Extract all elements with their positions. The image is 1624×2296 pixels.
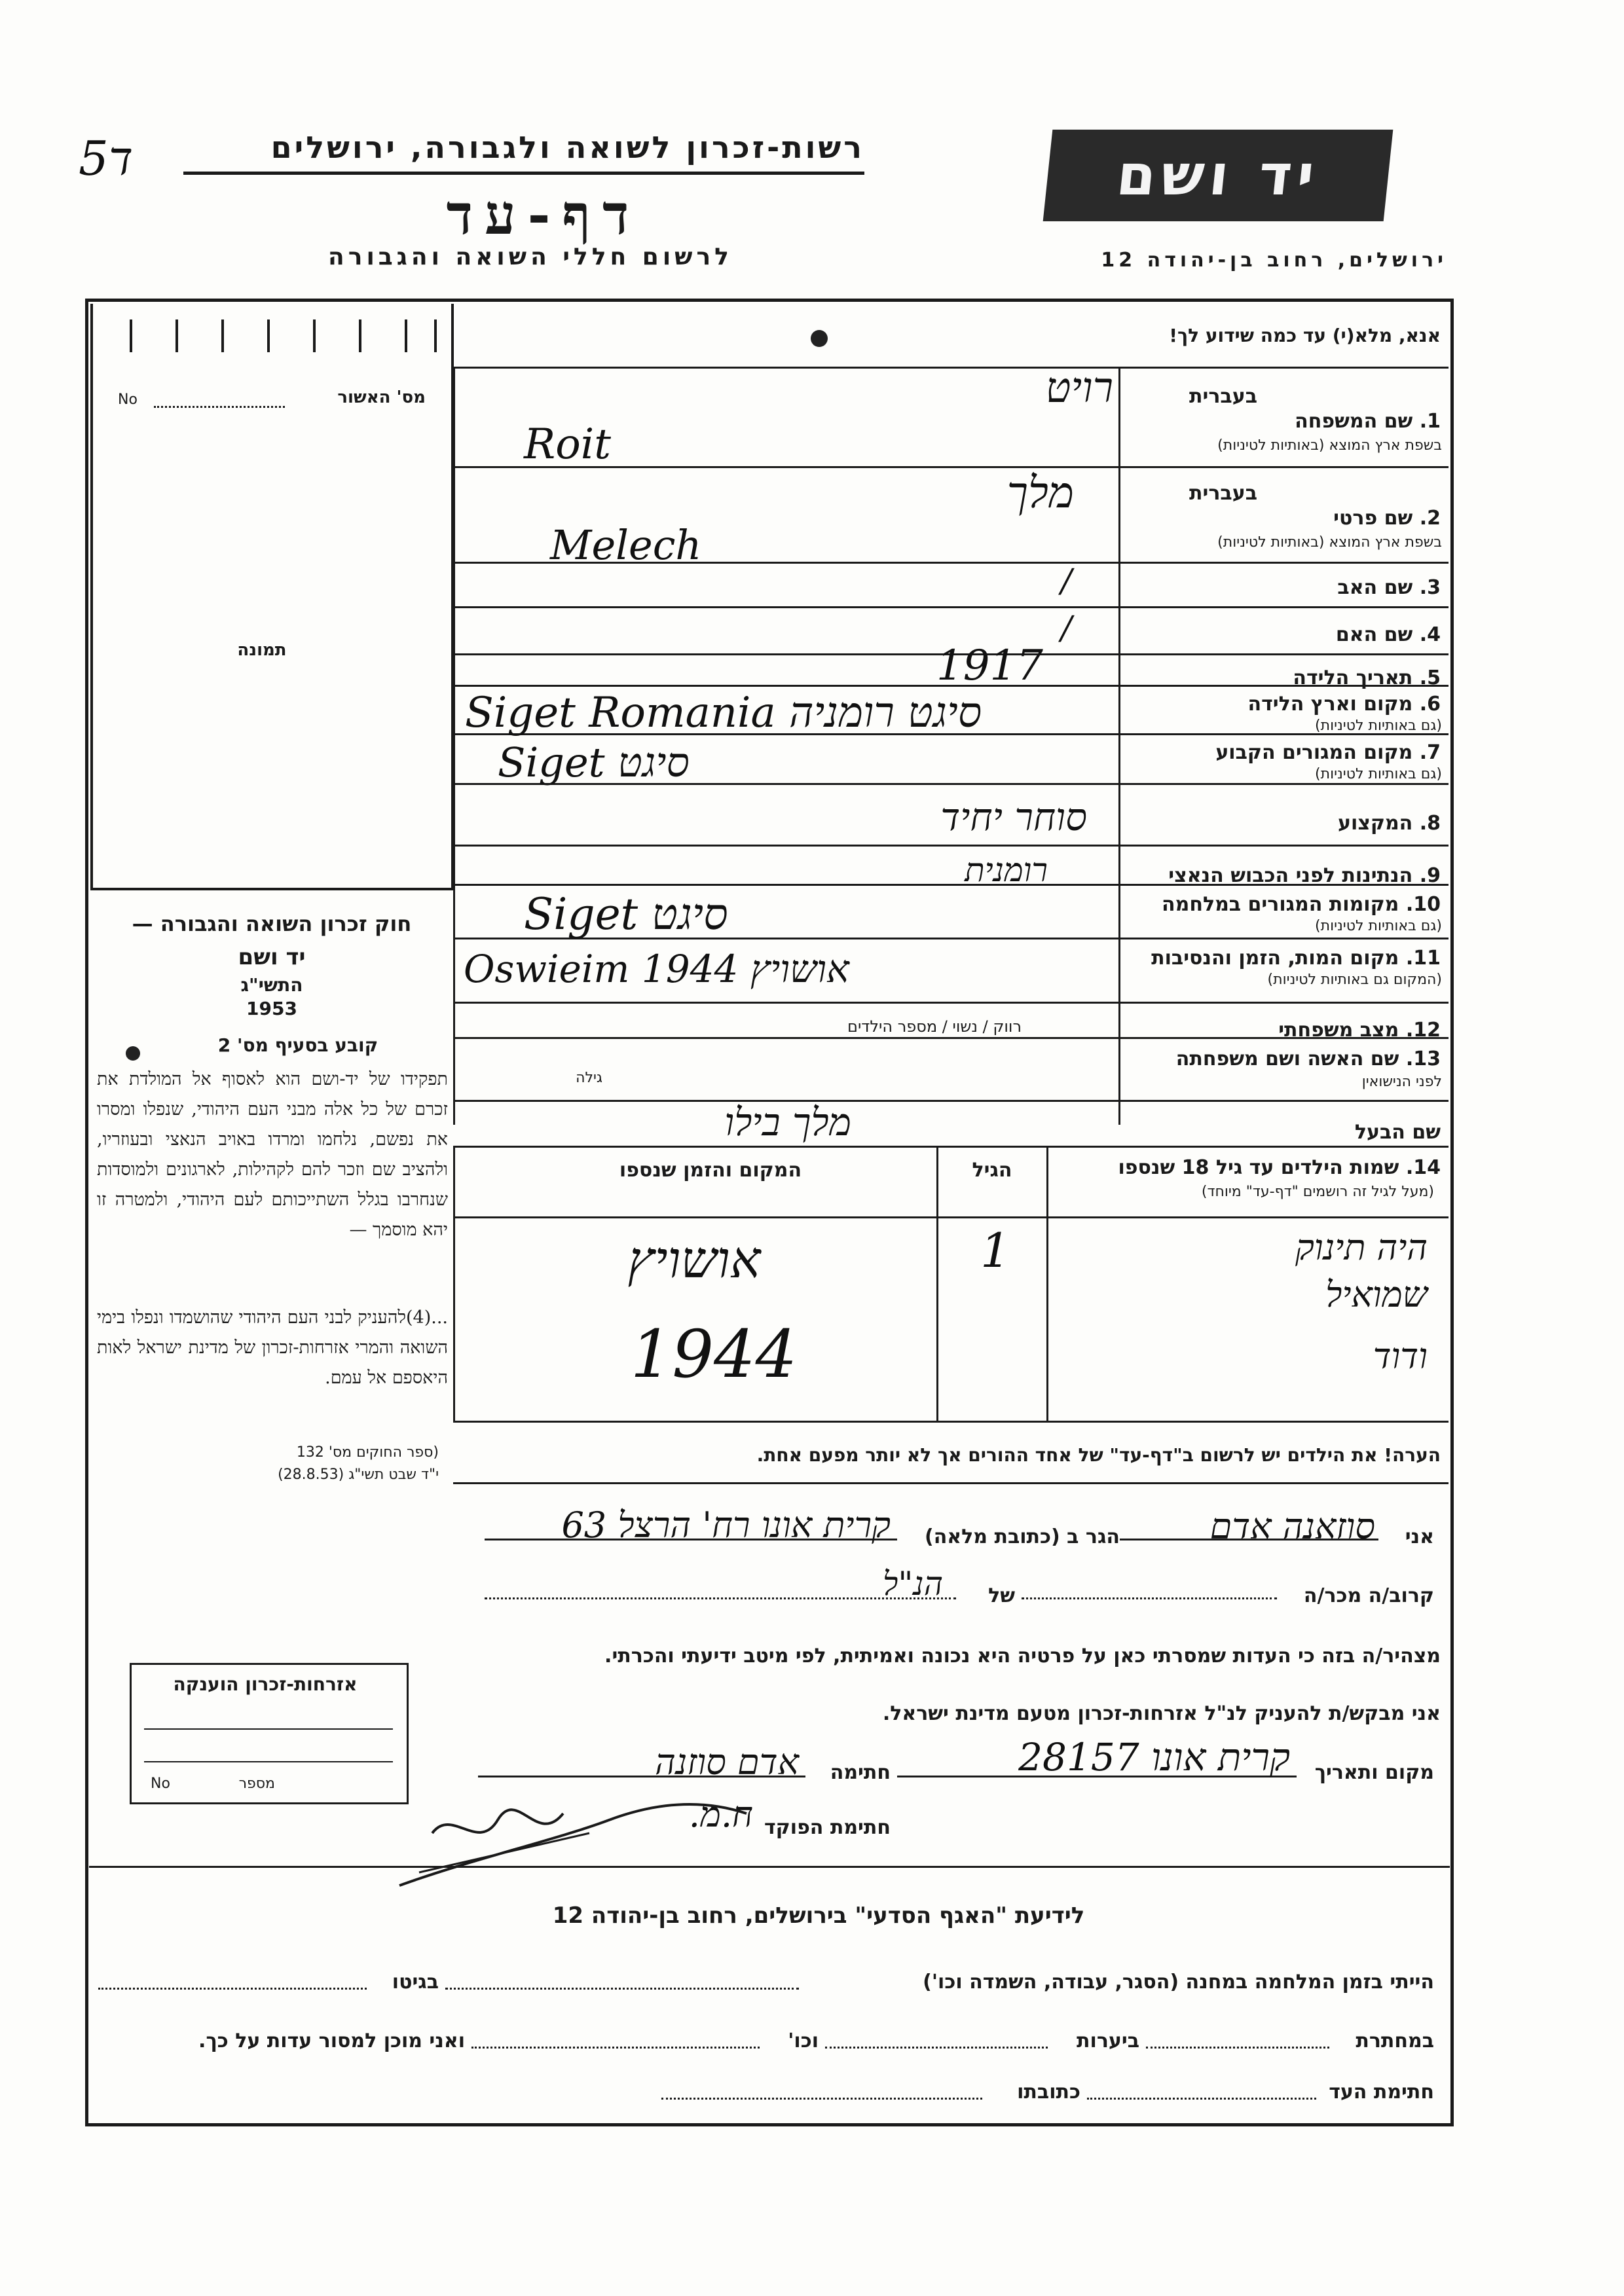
field-label-first-name: 2. שם פרטי bbox=[1333, 507, 1441, 530]
label-column-divider bbox=[1118, 367, 1120, 1125]
header-underline bbox=[183, 172, 864, 175]
children-header-sub: (מעל לגיל זה רושמים "דף-עד" מיוחד) bbox=[1201, 1184, 1434, 1200]
bottom-etc-label: וכו' bbox=[788, 2030, 819, 2052]
value-mother-name: / bbox=[1061, 609, 1072, 647]
citizenship-line-1 bbox=[144, 1728, 393, 1730]
approval-label: מס' האשור bbox=[337, 388, 426, 407]
declarant-i-label: אני bbox=[1405, 1525, 1434, 1548]
value-residence: Siget סיגט bbox=[498, 738, 690, 786]
law-year-hebrew: התשי"ג bbox=[240, 974, 303, 996]
witness-address-line[interactable] bbox=[661, 2098, 982, 2100]
bottom-underground-line[interactable] bbox=[1146, 2047, 1329, 2049]
form-subtitle: לרשום חללי השואה והגבורה bbox=[328, 244, 733, 270]
field-label-residence: 7. מקום המגורים הקבוע bbox=[1215, 741, 1441, 764]
field-row-rule bbox=[453, 845, 1449, 847]
bottom-etc-line[interactable] bbox=[471, 2047, 760, 2049]
field-label-death-place: 11. מקום המות, הזמן והנסיבות bbox=[1151, 947, 1441, 970]
value-marital-status: רווק / נשוי / מספר הילדים bbox=[847, 1017, 1022, 1036]
hebrew-label-1: בעברית bbox=[1189, 385, 1257, 408]
value-column-left-edge bbox=[453, 367, 455, 1125]
children-header-rule bbox=[453, 1216, 1449, 1218]
organization-name: רשות-זכרון לשואה ולגבורה, ירושלים bbox=[270, 130, 864, 165]
field-label-war-residence: 10. מקומות המגורים במלחמה bbox=[1162, 893, 1441, 916]
children-col-place: המקום והזמן שנספו bbox=[619, 1159, 802, 1182]
value-death-place: Oswieim 1944 אושויץ bbox=[464, 947, 849, 991]
child-age: 1 bbox=[980, 1223, 1010, 1278]
law-reference-2: י"ד שבט תשי"ג (28.8.53) bbox=[278, 1467, 439, 1483]
header-address: ירושלים, רחוב בן-יהודה 12 bbox=[1101, 249, 1447, 272]
value-family-name-hebrew: רויט bbox=[1045, 364, 1113, 412]
form-title: דף-עד bbox=[446, 182, 641, 247]
photo-label: תמונה bbox=[237, 640, 287, 660]
bottom-camp-label: הייתי בזמן המלחמה במחנה (הסגר, עבודה, השמדה וכו') bbox=[923, 1971, 1434, 1994]
bottom-section-rule bbox=[89, 1866, 1450, 1868]
witness-address-label: כתובתו bbox=[1017, 2081, 1080, 2104]
signature-label: חתימה bbox=[830, 1761, 891, 1784]
law-reference-1: (ספר החוקים מס' 132 bbox=[296, 1444, 439, 1461]
field-sub-family-name: בשפת ארץ המוצא (באותיות לטיניות) bbox=[1217, 437, 1442, 454]
field-sub-death-place: (המקום גם באותיות לטיניות) bbox=[1267, 972, 1442, 988]
punch-hole-icon bbox=[126, 1046, 140, 1061]
witness-signature-label: חתימת העד bbox=[1329, 2081, 1434, 2104]
child-death-place: אושויץ bbox=[627, 1231, 761, 1290]
value-husband-name: מלך בילו bbox=[724, 1100, 851, 1144]
field-sub-residence: (גם באותיות לטיניות) bbox=[1315, 766, 1442, 782]
citizenship-line-2 bbox=[144, 1761, 393, 1762]
declarant-address-label: הגר ב (כתובת מלאה) bbox=[924, 1525, 1120, 1548]
officer-signature: ח.מ. bbox=[688, 1794, 753, 1835]
children-header: 14. שמות הילדים עד גיל 18 שנספו bbox=[1118, 1156, 1441, 1179]
citizenship-no-label: No bbox=[151, 1776, 170, 1792]
value-birth-date: 1917 bbox=[936, 642, 1043, 690]
hebrew-label-2: בעברית bbox=[1189, 482, 1257, 505]
value-citizenship: רומנית bbox=[965, 851, 1048, 889]
margin-number: 5ד bbox=[79, 131, 133, 186]
note-bottom-rule bbox=[453, 1482, 1449, 1484]
value-first-name-hebrew: מלך bbox=[1006, 467, 1074, 518]
bottom-ghetto-label: בגיטו bbox=[392, 1971, 439, 1994]
field-sub-war-residence: (גם באותיות לטיניות) bbox=[1315, 918, 1442, 934]
children-table-top bbox=[453, 1146, 1449, 1148]
field-label-mother-name: 4. שם האם bbox=[1335, 623, 1441, 646]
law-text-clause-4: ...(4)להעניק לבני העם היהודי שהושמדו ונפלו בימי השואה והמרי אזרחות-זכרון של מדינת ישראל לאות היאספם אל עמם. bbox=[97, 1307, 448, 1388]
officer-signature-scrawl bbox=[393, 1794, 760, 1892]
child-name-3: ודוד bbox=[1373, 1336, 1428, 1377]
witness-signature-line[interactable] bbox=[1087, 2098, 1316, 2100]
field-label-wife-name: 13. שם האשה ושם משפחתה bbox=[1175, 1048, 1441, 1070]
relation-line[interactable] bbox=[1022, 1597, 1277, 1599]
field-label-father-name: 3. שם האב bbox=[1337, 576, 1441, 599]
children-note: הערה! את הילדים יש לרשום ב"דף-עד" של אחד ההורים אך לא יותר מפעם אחת. bbox=[756, 1444, 1441, 1466]
officer-signature-label: חתימת הפוקד bbox=[764, 1816, 891, 1839]
value-family-name-latin: Roit bbox=[524, 420, 611, 469]
value-first-name-latin: Melech bbox=[550, 521, 702, 569]
bottom-testimony-text: ואני מוכן למסור עדות על כך. bbox=[198, 2030, 465, 2052]
child-death-year: 1944 bbox=[630, 1316, 798, 1393]
declarant-name: סוזאנה אדם bbox=[1209, 1506, 1375, 1547]
children-table-left bbox=[453, 1146, 455, 1421]
bottom-forests-label: ביערות bbox=[1077, 2030, 1139, 2052]
field-label-citizenship: 9. הנתינות לפני הכבוש הנאצי bbox=[1168, 864, 1441, 887]
field-sub-wife-name: לפני הנישואין bbox=[1361, 1074, 1442, 1090]
request-text: אני מבקש/ת להעניק לנ"ל אזרחות-זכרון מטעם מדינת ישראל. bbox=[882, 1702, 1441, 1725]
yad-vashem-logo: יד ושם bbox=[1043, 130, 1393, 221]
law-year: 1953 bbox=[246, 998, 297, 1019]
children-col-age: הגיל bbox=[972, 1159, 1012, 1182]
punch-hole-icon bbox=[811, 330, 828, 347]
law-title: חוק זכרון השואה והגבורה — bbox=[132, 911, 412, 936]
relation-label: קרוב/ה מכר/ה bbox=[1303, 1584, 1434, 1607]
bottom-heading: לידיעת "האגף הסדעי" בירושלים, רחוב בן-יהודה 12 bbox=[552, 1903, 1085, 1929]
declaration-text: מצהיר/ה בזה כי העדות שמסרתי כאן על פרטיה היא נכונה ואמיתית, לפי מיטב ידיעתי והכרתי. bbox=[604, 1645, 1441, 1667]
bottom-underground-label: במחתרת bbox=[1356, 2030, 1434, 2052]
declarant-signature: אדם סוזנה bbox=[655, 1741, 799, 1783]
children-col-divider-2 bbox=[1046, 1146, 1048, 1421]
law-text: תפקידו של יד-ושם הוא לאסוף אל המולדת את זכרם של כל אלה מבני העם היהודי, שנפלו ומסרו את נפשם, נלחמו ומרדו באויב הנאצי ובעוזריו, ולהציב שם וזכר להם לקהילות, לארגונים ולמוסדות שנחרבו בגלל השתייכותם לעם היהודי, ולמטרה זו יהא מוסמך — bbox=[97, 1069, 448, 1240]
declarant-address: קרית אונו רח' הרצל 63 bbox=[561, 1504, 891, 1546]
field-label-profession: 8. המקצוע bbox=[1337, 812, 1441, 835]
value-profession: סוחר יחיד bbox=[940, 795, 1087, 839]
value-father-name: / bbox=[1061, 562, 1072, 600]
value-war-residence: Siget סיגט bbox=[524, 889, 728, 939]
approval-no-label: No bbox=[118, 392, 138, 408]
field-label-husband-name: שם הבעל bbox=[1354, 1121, 1441, 1144]
citizenship-box-title: אזרחות-זכרון הוענקה bbox=[173, 1673, 358, 1695]
child-name-2: שמואיל bbox=[1325, 1274, 1428, 1315]
value-birth-place: Siget Romania סיגט רומניה bbox=[465, 689, 982, 737]
barcode-ticks bbox=[105, 319, 445, 352]
field-row-rule bbox=[453, 1002, 1449, 1004]
field-sub-first-name: בשפת ארץ המוצא (באותיות לטיניות) bbox=[1217, 534, 1442, 551]
place-date-label: מקום ותאריך bbox=[1314, 1761, 1434, 1784]
of-label: של bbox=[988, 1584, 1015, 1607]
child-name-1: היה תינוק bbox=[1295, 1227, 1428, 1268]
note-top-rule bbox=[453, 1421, 1449, 1423]
bottom-ghetto-line[interactable] bbox=[98, 1988, 367, 1990]
field-row-rule bbox=[453, 606, 1449, 608]
bottom-forests-line[interactable] bbox=[825, 2047, 1048, 2049]
children-col-divider-1 bbox=[936, 1146, 938, 1421]
citizenship-number-label: מספר bbox=[238, 1776, 275, 1792]
approval-number-field[interactable] bbox=[154, 406, 285, 408]
instruction-text: אנא, מלא(י) עד כמה שידוע לך! bbox=[1169, 325, 1441, 346]
field-label-birth-date: 5. תאריך הלידה bbox=[1293, 666, 1441, 689]
bottom-camp-line[interactable] bbox=[445, 1988, 799, 1990]
field-sub-birth-place: (גם באותיות לטיניות) bbox=[1315, 718, 1442, 734]
field-label-family-name: 1. שם המשפחה bbox=[1295, 410, 1441, 433]
place-date-value: קרית אונו 28157 bbox=[1018, 1735, 1290, 1779]
law-name: יד ושם bbox=[238, 944, 306, 970]
law-clause: קובע בסעיף מס' 2 bbox=[217, 1034, 378, 1056]
value-wife-name: גילה bbox=[576, 1070, 602, 1086]
field-label-marital-status: 12. מצב משפחתי bbox=[1278, 1019, 1441, 1042]
field-label-birth-place: 6. מקום וארץ הלידה bbox=[1247, 693, 1441, 716]
relation-value: הנ"ל bbox=[883, 1565, 943, 1603]
